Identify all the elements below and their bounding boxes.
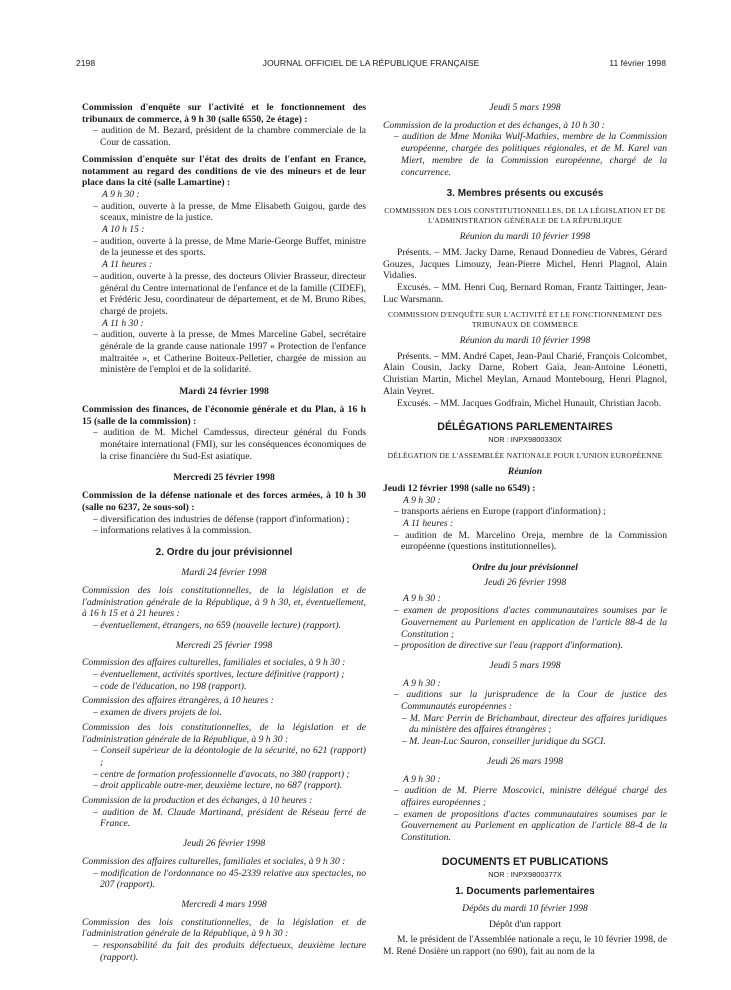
- time-label: A 11 heures :: [102, 259, 153, 271]
- date-heading: Jeudi 5 mars 1998: [489, 102, 561, 113]
- left-column: [82, 102, 366, 963]
- meeting-line: Jeudi 12 février 1998 (salle no 6549) :: [383, 482, 536, 494]
- date-heading: Mercredi 4 mars 1998: [181, 898, 267, 910]
- agenda-subitem: – M. Marc Perrin de Brichambaut, directeur des affaires juridiques du ministère des affaires étrangères ;: [402, 712, 667, 736]
- time-label: A 9 h 30 :: [403, 773, 441, 785]
- agenda-item: – audition de M. Claude Martinand, président de Réseau ferré de France.: [93, 806, 366, 830]
- body-paragraph: M. le président de l'Assemblée nationale a reçu, le 10 février 1998, de M. René Dosière un rapport (no 690), fait au nom de la: [383, 934, 667, 958]
- time-label: A 9 h 30 :: [403, 677, 441, 689]
- issue-date: 11 février 1998: [609, 58, 666, 68]
- agenda-item: – examen de divers projets de loi.: [93, 707, 222, 719]
- agenda-item: – audition de M. Marcelino Oreja, membre de la Commission européenne (questions institutionnelles).: [394, 529, 667, 553]
- subsection-heading: Dépôt d'un rapport: [488, 918, 562, 930]
- agenda-item: – diversification des industries de défense (rapport d'information) ;: [93, 513, 350, 525]
- date-heading: Mercredi 25 février 1998: [175, 639, 273, 651]
- date-heading: Jeudi 5 mars 1998: [489, 659, 561, 671]
- nor-reference: NOR : INPX9800330X: [488, 435, 562, 445]
- agenda-item: – audition de M. Pierre Moscovici, ministre délégué chargé des affaires européennes ;: [394, 785, 667, 808]
- agenda-item: – informations relatives à la commission.: [93, 525, 252, 537]
- time-label: A 10 h 15 :: [102, 224, 145, 236]
- right-column: [383, 102, 667, 958]
- major-heading: DOCUMENTS ET PUBLICATIONS: [441, 855, 609, 868]
- commission-heading: Commission des affaires étrangères, à 10 heures :: [82, 695, 274, 707]
- agenda-item: – Conseil supérieur de la déontologie de la sécurité, no 621 (rapport) ;: [93, 745, 366, 768]
- agenda-item: – audition de Mme Monika Wulf-Mathies, membre de la Commission européenne, chargée des politiques régionales, et de M. Karel van Miert, membre de la Commission européenne, chargé de la concurrence.: [394, 131, 667, 178]
- journal-title: JOURNAL OFFICIEL DE LA RÉPUBLIQUE FRANÇAISE: [262, 58, 480, 68]
- agenda-item: – examen de propositions d'actes communautaires soumises par le Gouvernement au Parlement en application de l'article 88-4 de la Constitution ;: [394, 605, 667, 640]
- time-label: A 9 h 30 :: [403, 494, 441, 506]
- agenda-item: – auditions sur la jurisprudence de la Cour de justice des Communautés européennes :: [394, 689, 667, 713]
- meeting-date: Réunion du mardi 10 février 1998: [459, 335, 591, 347]
- time-label: A 9 h 30 :: [403, 593, 441, 605]
- meeting-date: Réunion du mardi 10 février 1998: [459, 231, 591, 243]
- members-present: Présents. – MM. André Capet, Jean-Paul Charié, François Colcombet, Alain Cousin, Jacky Darne, Robert Gaïa, Jean-Antoine Léonetti, Christian Martin, Michel Meylan, Arnaud Montebourg, Henri Plagnol, Alain Veyret.: [383, 350, 667, 397]
- date-heading: Jeudi 26 mars 1998: [487, 755, 563, 767]
- date-heading: Mercredi 25 février 1998: [173, 472, 275, 484]
- agenda-item: – transports aériens en Europe (rapport d'information) ;: [394, 506, 606, 518]
- date-heading: Mardi 24 février 1998: [181, 567, 267, 579]
- agenda-subitem: – M. Jean-Luc Sauron, conseiller juridique du SGCI.: [402, 736, 606, 748]
- agenda-item: – audition, ouverte à la presse, des docteurs Olivier Brasseur, directeur général du Centre international de l'enfance et de la famille (CIDEF), et Frédéric Jesu, coordinateur de département, et de M. Bruno Ribes, chargé de projets.: [93, 270, 366, 317]
- commission-heading: Commission des lois constitutionnelles, de la législation et de l'administration générale de la République, à 9 h 30, et, éventuellement, à 16 h 15 et à 21 heures :: [82, 584, 366, 620]
- commission-heading: Commission des lois constitutionnelles, de la législation et de l'administration générale de la République, à 9 h 30 :: [82, 916, 366, 940]
- date-heading: Jeudi 26 février 1998: [182, 838, 266, 850]
- agenda-item: – examen de propositions d'actes communautaires soumises par le Gouvernement au Parlement en application de l'article 88-4 de la Constitution.: [394, 808, 667, 844]
- members-present: Présents. – MM. Jacky Darne, Renaud Donnedieu de Vabres, Gérard Gouzes, Jacques Limouzy, Jean-Pierre Michel, Henri Plagnol, Alain Vidalies.: [383, 246, 667, 282]
- commission-heading: Commission de la production et des échanges, à 10 heures :: [82, 795, 313, 807]
- commission-heading: Commission des affaires culturelles, familiales et sociales, à 9 h 30 :: [82, 657, 346, 669]
- time-label: A 9 h 30 :: [102, 188, 140, 200]
- section-heading: 1. Documents parlementaires: [455, 885, 595, 897]
- section-heading: 3. Membres présents ou excusés: [446, 188, 604, 200]
- commission-heading: Commission des lois constitutionnelles, de la législation et de l'administration générale de la République, à 9 h 30 :: [82, 721, 366, 745]
- agenda-item: – éventuellement, activités sportives, lecture définitive (rapport) ;: [93, 669, 345, 681]
- reunion-heading: Réunion: [507, 466, 543, 478]
- time-label: A 11 h 30 :: [102, 317, 144, 329]
- section-heading: 2. Ordre du jour prévisionnel: [155, 546, 293, 558]
- time-label: A 11 heures :: [403, 517, 454, 529]
- commission-heading: Commission de la défense nationale et des forces armées, à 10 h 30 (salle no 6237, 2e sous-sol) :: [82, 490, 366, 513]
- commission-heading: Commission de la production et des échanges, à 10 h 30 :: [383, 119, 605, 131]
- agenda-item: – proposition de directive sur l'eau (rapport d'information).: [394, 640, 623, 652]
- agenda-item: – modification de l'ordonnance no 45-2339 relative aux spectacles, no 207 (rapport).: [93, 867, 366, 891]
- commission-name: COMMISSION DES LOIS CONSTITUTIONNELLES, DE LA LÉGISLATION ET DE L'ADMINISTRATION GÉNÉRALE DE LA RÉPUBLIQUE: [384, 206, 666, 226]
- date-heading: Jeudi 26 février 1998: [483, 576, 567, 588]
- date-heading: Mardi 24 février 1998: [179, 386, 269, 398]
- major-heading: DÉLÉGATIONS PARLEMENTAIRES: [437, 421, 613, 434]
- agenda-item: – droit applicable outre-mer, deuxième lecture, no 687 (rapport).: [93, 780, 343, 792]
- agenda-item: – code de l'éducation, no 198 (rapport).: [93, 680, 247, 692]
- agenda-item: – audition, ouverte à la presse, de Mme Marie-George Buffet, ministre de la jeunesse et des sports.: [93, 235, 366, 259]
- nor-reference: NOR : INPX9800377X: [488, 869, 562, 879]
- agenda-item: – audition, ouverte à la presse, de Mmes Marceline Gabel, secrétaire générale de la grande cause nationale 1997 « Protection de l'enfance maltraitée », et Catherine Boiteux-Pelletier, chargée de mission au ministère de l'emploi et de la solidarité.: [93, 329, 366, 376]
- commission-heading: Commission des affaires culturelles, familiales et sociales, à 9 h 30 :: [82, 855, 346, 867]
- page-header: [76, 58, 666, 72]
- members-excused: Excusés. – MM. Jacques Godfrain, Michel Hunault, Christian Jacob.: [397, 397, 662, 409]
- subsection-heading: Ordre du jour prévisionnel: [472, 562, 578, 574]
- agenda-item: – audition de M. Bezard, président de la chambre commerciale de la Cour de cassation.: [93, 125, 366, 149]
- agenda-item: – audition, ouverte à la presse, de Mme Elisabeth Guigou, garde des sceaux, ministre de la justice.: [93, 200, 366, 224]
- members-excused: Excusés. – MM. Henri Cuq, Bernard Roman, Frantz Taittinger, Jean-Luc Warsmann.: [383, 281, 667, 305]
- commission-heading: Commission d'enquête sur l'activité et le fonctionnement des tribunaux de commerce, à 9 h 30 (salle 6550, 2e étage) :: [82, 102, 366, 125]
- agenda-item: – responsabilité du fait des produits défectueux, deuxième lecture (rapport).: [93, 940, 366, 963]
- agenda-item: – éventuellement, étrangers, no 659 (nouvelle lecture) (rapport).: [93, 619, 341, 631]
- commission-heading: Commission d'enquête sur l'état des droits de l'enfant en France, notamment au regard des conditions de vie des mineurs et de leur place dans la cité (salle Lamartine) :: [82, 153, 366, 189]
- page-number: 2198: [76, 58, 96, 68]
- delegation-name: DÉLÉGATION DE L'ASSEMBLÉE NATIONALE POUR L'UNION EUROPÉENNE: [387, 451, 663, 461]
- date-heading: Dépôts du mardi 10 février 1998: [462, 902, 588, 914]
- agenda-item: – centre de formation professionnelle d'avocats, no 380 (rapport) ;: [93, 768, 350, 780]
- agenda-item: – audition de M. Michel Camdessus, directeur général du Fonds monétaire international (FMI), sur les conséquences économiques de la crise financière du Sud-Est asiatique.: [93, 427, 366, 462]
- commission-name: COMMISSION D'ENQUÊTE SUR L'ACTIVITÉ ET LE FONCTIONNEMENT DES TRIBUNAUX DE COMMERCE: [387, 310, 663, 330]
- commission-heading: Commission des finances, de l'économie générale et du Plan, à 16 h 15 (salle de la commission) :: [82, 403, 366, 427]
